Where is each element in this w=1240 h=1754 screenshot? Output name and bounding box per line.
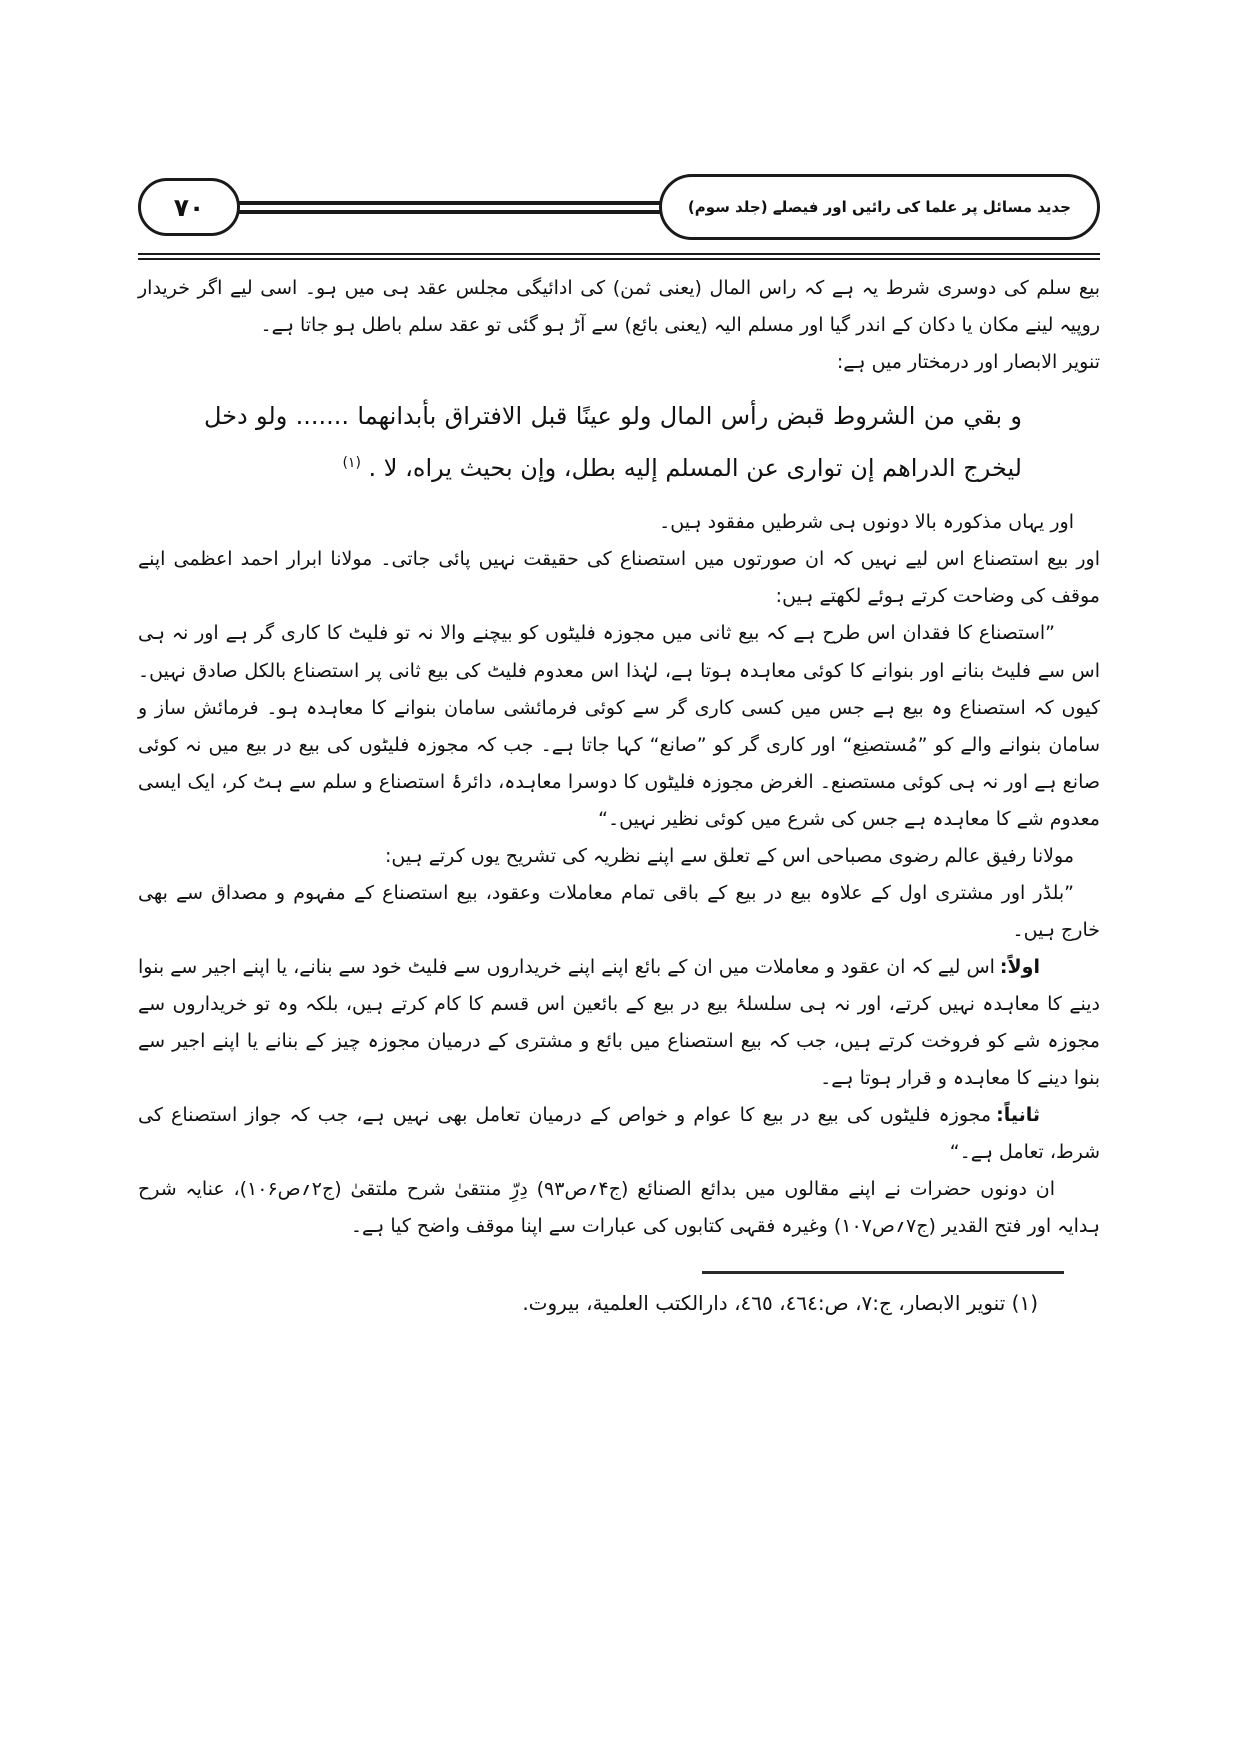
saniyan-text: مجوزہ فلیٹوں کی بیع در بیع کا عوام و خواص کے درمیان تعامل بھی نہیں ہے، جب کہ جواز استصناع کی شرط، تعامل ہے۔“ <box>138 1104 1100 1164</box>
awwalan-text: اس لیے کہ ان عقود و معاملات میں ان کے بائع اپنے اپنے خریداروں سے فلیٹ خود سے بنانے، یا اپنے اجیر سے بنوا دینے کا معاہدہ نہیں کرتے، اور نہ ہی سلسلۂ بیع در بیع کے بائعین اس قسم کا کام کرتے ہیں، بلکہ وہ تو خریداروں سے مجوزہ شے کو فروخت کرتے ہیں، جب کہ بیع استصناع میں بائع و مشتری کے درمیان مجوزہ چیز کے بنانے یا اپنے اجیر سے بنوا دینے کا معاہدہ و قرار ہوتا ہے۔ <box>138 955 1100 1090</box>
book-title-badge <box>659 174 1100 240</box>
page-content <box>138 168 1100 1320</box>
arabic-quotation-text: و بقي من الشروط قبض رأس المال ولو عينًا قبل الافتراق بأبدانهما ....... ولو دخل ليخرج الدراهم إن توارى عن المسلم إليه بطل، وإن بحيث يراه، لا . <box>204 402 1022 482</box>
paragraph-bay-salam-condition: بیع سلم کی دوسری شرط یہ ہے کہ راس المال (یعنی ثمن) کی ادائیگی مجلس عقد ہی میں ہو۔ اسی لیے اگر خریدار روپیہ لینے مکان یا دکان کے اندر گیا اور مسلم الیہ (یعنی بائع) سے آڑ ہو گئی تو عقد سلم باطل ہو جاتا ہے۔ <box>138 277 1100 337</box>
book-title: جدید مسائل پر علما کی رائیں اور فیصلے (جلد سوم) <box>687 198 1071 216</box>
footnote-divider-rule <box>702 1271 1064 1274</box>
saniyan-lead-word: ثانیاً: <box>996 1104 1040 1127</box>
paragraph-shuroot-mafqood: اور یہاں مذکورہ بالا دونوں ہی شرطیں مفقود ہیں۔ <box>659 511 1074 534</box>
quote-razavi-opening: ”بلڈر اور مشتری اول کے علاوہ بیع در بیع کے باقی تمام معاملات وعقود، بیع استصناع کے مفہوم و مصداق سے بھی خارج ہیں۔ <box>138 881 1100 941</box>
footnote-text: (١) تنوير الابصار، ج:٧، ص:٤٦٤، ٤٦٥، دارالكتب العلمية، بيروت. <box>522 1291 1038 1316</box>
page-number: ۷۰ <box>173 192 205 222</box>
body-text <box>138 270 1100 1245</box>
quote-razavi-awwalan <box>138 949 1100 1097</box>
header-double-rule <box>222 201 677 214</box>
arabic-quotation <box>138 391 1100 494</box>
paragraph-razavi-intro: مولانا رفیق عالم رضوی مصباحی اس کے تعلق سے اپنے نظریہ کی تشریح یوں کرتے ہیں: <box>384 844 1074 867</box>
paragraph-tanwir-intro: تنویر الابصار اور درمختار میں ہے: <box>836 351 1100 374</box>
page-number-badge <box>138 178 240 236</box>
paragraph-conclusion-references: ان دونوں حضرات نے اپنے مقالوں میں بدائع الصنائع (ج۴؍ص۹۳) دِرِّ منتقیٰ شرح ملتقیٰ (ج۲؍ص۱۰۶)، عنایہ شرح ہدایہ اور فتح القدیر (ج۷؍ص۱۰۷) وغیرہ فقہی کتابوں کی عبارات سے اپنا موقف واضح کیا ہے۔ <box>138 1178 1100 1238</box>
awwalan-lead-word: اولاً: <box>999 955 1040 978</box>
page-header <box>138 168 1100 246</box>
paragraph-istisna-intro: اور بیع استصناع اس لیے نہیں کہ ان صورتوں میں استصناع کی حقیقت نہیں پائی جاتی۔ مولانا ابرار احمد اعظمی اپنے موقف کی وضاحت کرتے ہوئے لکھتے ہیں: <box>138 548 1100 608</box>
footnote-marker-1: (١) <box>342 454 361 471</box>
header-underline-rule <box>138 253 1100 260</box>
quote-maulana-azmi: ”استصناع کا فقدان اس طرح ہے کہ بیع ثانی میں مجوزہ فلیٹوں کو بیچنے والا نہ تو فلیٹ کا کاری گر ہے اور نہ ہی اس سے فلیٹ بنانے اور بنوانے کا کوئی معاہدہ ہوتا ہے، لہٰذا اس معدوم فلیٹ کی بیع ثانی پر استصناع بالکل صادق نہیں۔ کیوں کہ استصناع وہ بیع ہے جس میں کسی کاری گر سے کوئی فرمائشی سامان بنوانے کا معاہدہ ہو۔ فرمائش ساز و سامان بنوانے والے کو ”مُستصنِع“ اور کاری گر کو ”صانع“ کہا جاتا ہے۔ جب کہ مجوزہ فلیٹوں کی بیع در بیع میں نہ کوئی صانع ہے اور نہ ہی کوئی مستصنع۔ الغرض مجوزہ فلیٹوں کا دوسرا معاہدہ، دائرۂ استصناع و سلم سے ہٹ کر، ایک ایسی معدوم شے کا معاہدہ ہے جس کی شرع میں کوئی نظیر نہیں۔“ <box>138 622 1100 830</box>
quote-razavi-saniyan <box>138 1097 1100 1171</box>
